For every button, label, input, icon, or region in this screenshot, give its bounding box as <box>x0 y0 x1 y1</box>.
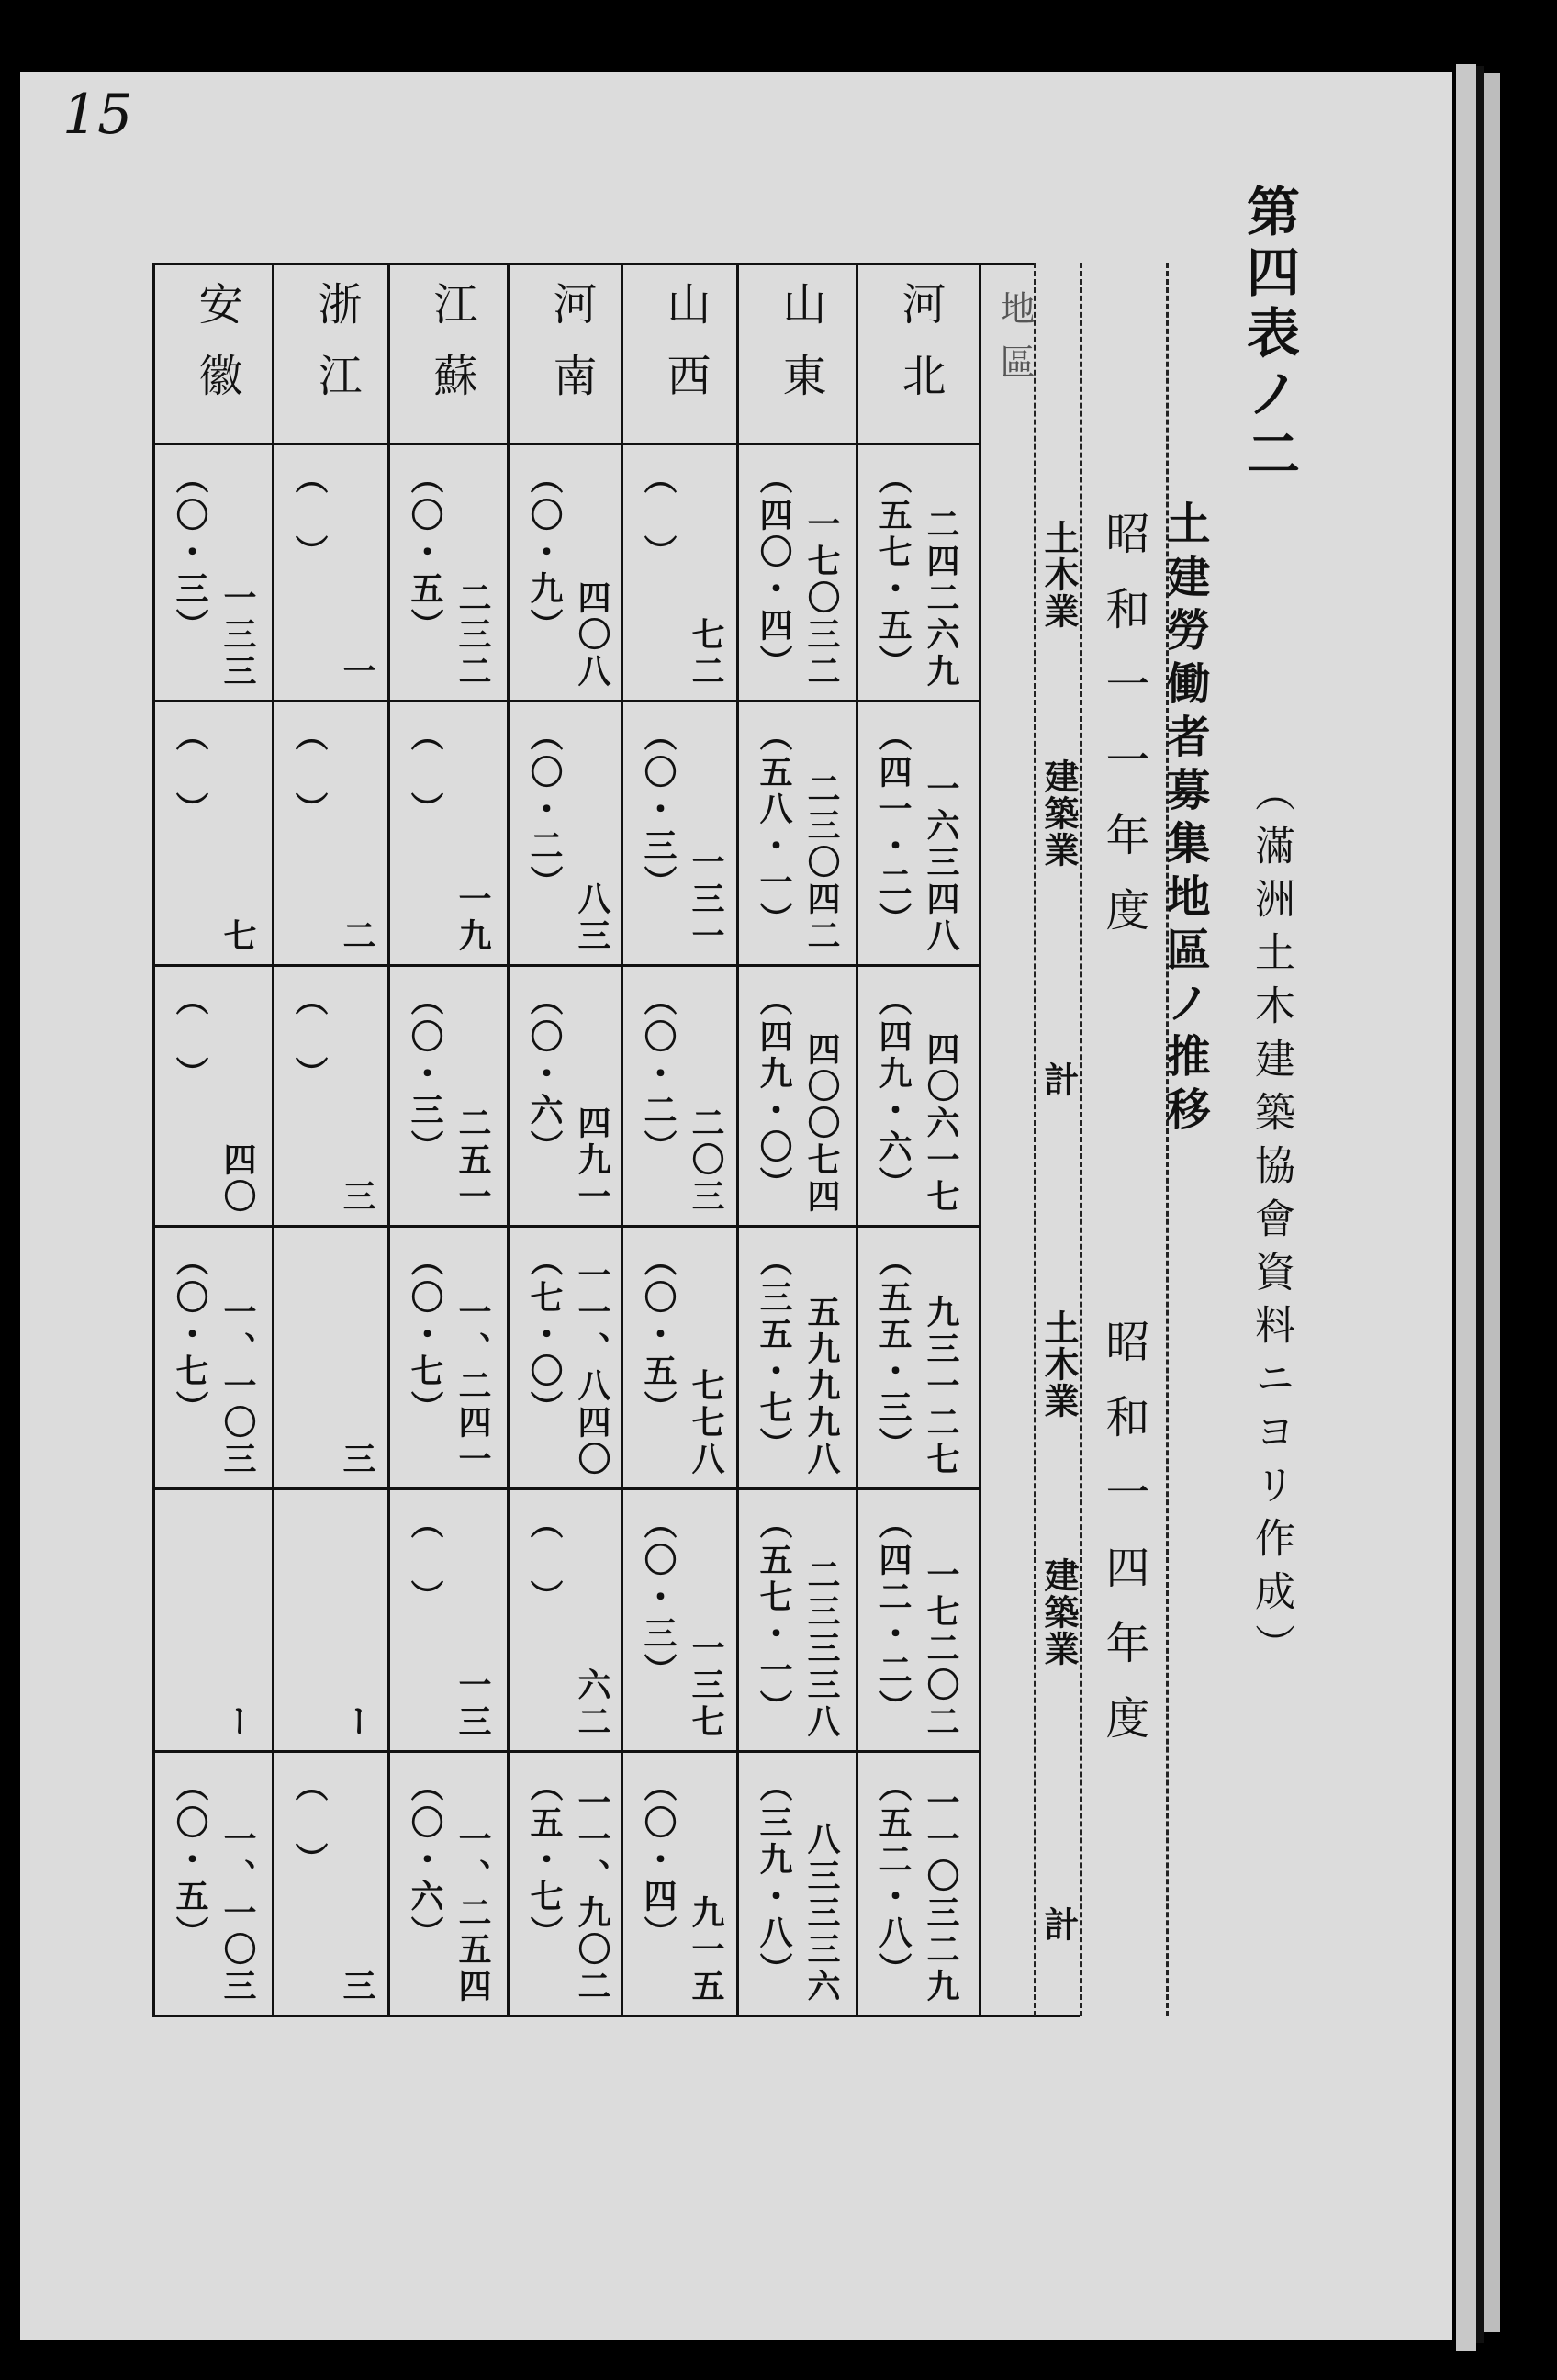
table-cell-value <box>683 718 730 955</box>
cell-value: 一一、九〇二 <box>573 1785 611 2005</box>
table-vline-dashed <box>1166 263 1169 2016</box>
table-cell-percent <box>521 1768 568 2005</box>
table-cell-percent <box>635 461 682 690</box>
cell-value: 一一、八四〇 <box>573 1258 611 1478</box>
cell-value: 一三一 <box>687 845 725 955</box>
table-cell-percent <box>870 1506 917 1741</box>
cell-value: 二〇三 <box>687 1106 725 1216</box>
table-cell-value <box>799 461 846 690</box>
table-cell-percent <box>286 982 333 1216</box>
cell-percent: （四九・〇） <box>755 982 793 1203</box>
cell-percent: （〇・五） <box>171 1768 209 1952</box>
cell-percent: （ ） <box>639 461 678 571</box>
cell-percent: （〇・六） <box>525 982 564 1166</box>
table-vline <box>152 263 155 2016</box>
region-name: 安徽 <box>191 281 242 424</box>
cell-value: 四〇〇七四 <box>802 1032 841 1216</box>
cell-value: 三 <box>338 1179 376 1216</box>
cell-value: 二五一 <box>454 1106 492 1216</box>
cell-value: 四〇 <box>218 1142 257 1216</box>
table-cell-value <box>569 718 616 955</box>
table-cell-value <box>918 1506 965 1741</box>
table-cell-value <box>683 461 730 690</box>
book-spine-right <box>1484 73 1500 2332</box>
cell-value: 一一〇三二九 <box>922 1785 960 2005</box>
cell-value: 一、二五四 <box>454 1822 492 2005</box>
cell-value: 七二 <box>687 617 725 690</box>
cell-percent: （ ） <box>525 1506 564 1616</box>
table-cell-value <box>450 718 497 955</box>
cell-value: 八三 <box>573 881 611 955</box>
cell-percent: （ ） <box>290 982 329 1093</box>
table-cell-percent <box>167 461 214 690</box>
table-cell-value <box>450 1506 497 1741</box>
table-vline <box>979 263 981 2016</box>
data-table <box>152 263 1166 2136</box>
cell-value: 四〇六一七 <box>922 1032 960 1216</box>
cell-value: 二四二六九 <box>922 507 960 690</box>
table-hline <box>152 1750 979 1753</box>
table-cell-value <box>334 718 381 955</box>
table-cell-value <box>683 1243 730 1478</box>
table-hline <box>152 700 979 702</box>
cell-percent: （五七・一） <box>755 1506 793 1726</box>
cell-value: ー <box>218 1704 257 1741</box>
table-cell-percent <box>402 718 449 955</box>
cell-value: 二三二 <box>454 580 492 690</box>
subheader-total: 計 <box>1038 1906 1080 1943</box>
cell-value: 一、二四一 <box>454 1295 492 1478</box>
book-spine <box>1456 64 1476 2351</box>
table-cell-value <box>569 1243 616 1478</box>
table-cell-percent <box>751 1506 798 1741</box>
subheader-building: 建築業 <box>1038 1557 1080 1667</box>
table-vline <box>507 263 510 2016</box>
table-cell-value <box>569 982 616 1216</box>
cell-percent: （〇・七） <box>406 1243 444 1427</box>
cell-value: 七 <box>218 918 257 955</box>
table-cell-percent <box>635 718 682 955</box>
table-cell-value <box>799 982 846 1216</box>
cell-value: 一三七 <box>687 1631 725 1741</box>
subheader-building: 建築業 <box>1038 758 1080 869</box>
table-cell-percent <box>521 718 568 955</box>
table-cell-value <box>683 982 730 1216</box>
cell-percent: （〇・六） <box>406 1768 444 1952</box>
region-name: 河南 <box>545 281 597 424</box>
cell-percent: （三五・七） <box>755 1243 793 1464</box>
region-name: 江蘇 <box>426 281 477 424</box>
cell-percent: （ ） <box>290 718 329 828</box>
table-cell-value <box>215 1506 262 1741</box>
table-hline <box>152 1225 979 1228</box>
table-cell-percent <box>635 1768 682 2005</box>
table-cell-value <box>334 1506 381 1741</box>
cell-percent: （四九・六） <box>874 982 913 1203</box>
cell-value: ー <box>338 1704 376 1741</box>
page-number: 15 <box>62 83 133 147</box>
table-cell-value <box>450 982 497 1216</box>
table-cell-percent <box>286 1768 333 2005</box>
table-cell-value <box>334 1243 381 1478</box>
cell-value: 三 <box>338 1969 376 2005</box>
cell-value: 一六三四八 <box>922 771 960 955</box>
cell-value: 一九 <box>454 881 492 955</box>
cell-value: 三 <box>338 1442 376 1478</box>
cell-value: 四〇八 <box>573 580 611 690</box>
table-cell-percent <box>402 1768 449 2005</box>
cell-percent: （五二・八） <box>874 1768 913 1989</box>
table-title: 第四表ノ二 <box>1238 184 1300 487</box>
table-vline <box>736 263 739 2016</box>
cell-value: 一三三 <box>218 580 257 690</box>
table-cell-value <box>215 718 262 955</box>
cell-percent: （〇・三） <box>639 1506 678 1690</box>
table-cell-value <box>918 982 965 1216</box>
subheader-civil: 土木業 <box>1038 520 1080 630</box>
cell-percent: （四一・二） <box>874 718 913 938</box>
cell-value: 一 <box>338 654 376 690</box>
cell-value: 二三三三八 <box>802 1557 841 1741</box>
region-name: 山西 <box>659 281 711 424</box>
table-cell-value <box>215 1243 262 1478</box>
cell-percent: （〇・二） <box>639 982 678 1166</box>
table-hline <box>152 1488 979 1490</box>
table-cell-value <box>799 1768 846 2005</box>
table-cell-percent <box>870 982 917 1216</box>
cell-percent: （ ） <box>290 461 329 571</box>
cell-percent: （〇・三） <box>171 461 209 645</box>
table-cell-value <box>799 718 846 955</box>
table-cell-percent <box>870 461 917 690</box>
table-vline <box>387 263 390 2016</box>
table-vline <box>856 263 858 2016</box>
cell-value: 九三一二七 <box>922 1295 960 1478</box>
table-cell-value <box>334 982 381 1216</box>
cell-value: 一三 <box>454 1667 492 1741</box>
cell-percent: （ ） <box>290 1768 329 1879</box>
cell-percent: （〇・四） <box>639 1768 678 1952</box>
cell-value: 九一五 <box>687 1895 725 2005</box>
cell-percent: （〇・五） <box>639 1243 678 1427</box>
cell-percent: （〇・三） <box>639 718 678 902</box>
table-bottom-line <box>152 2015 1080 2017</box>
table-cell-value <box>918 1243 965 1478</box>
table-cell-value <box>569 461 616 690</box>
table-cell-percent <box>167 1243 214 1478</box>
year-header-showa-11: 昭和一一年度 <box>1098 511 1149 962</box>
cell-value: 四九一 <box>573 1106 611 1216</box>
table-cell-value <box>799 1243 846 1478</box>
cell-value: 一、一〇三 <box>218 1295 257 1478</box>
table-cell-value <box>918 1768 965 2005</box>
cell-percent: （〇・二） <box>525 718 564 902</box>
cell-value: 一七二〇二 <box>922 1557 960 1741</box>
table-cell-percent <box>521 1506 568 1741</box>
year-header-showa-14: 昭和一四年度 <box>1098 1319 1149 1770</box>
cell-value: 六二 <box>573 1667 611 1741</box>
table-cell-percent <box>635 1243 682 1478</box>
table-cell-value <box>683 1768 730 2005</box>
cell-percent: （〇・三） <box>406 982 444 1166</box>
cell-value: 二 <box>338 918 376 955</box>
table-cell-percent <box>521 982 568 1216</box>
subheader-total: 計 <box>1038 1061 1080 1098</box>
table-cell-percent <box>751 982 798 1216</box>
region-name: 浙江 <box>310 281 362 424</box>
table-vline <box>621 263 623 2016</box>
table-cell-percent <box>751 461 798 690</box>
cell-percent: （〇・五） <box>406 461 444 645</box>
cell-percent: （四〇・四） <box>755 461 793 681</box>
region-name: 河北 <box>894 281 946 424</box>
cell-percent: （〇・七） <box>171 1243 209 1427</box>
table-cell-value <box>799 1506 846 1741</box>
table-vline <box>272 263 274 2016</box>
table-cell-percent <box>286 461 333 690</box>
region-name: 山東 <box>775 281 826 424</box>
table-cell-percent <box>521 461 568 690</box>
table-cell-value <box>450 461 497 690</box>
cell-percent: （五五・三） <box>874 1243 913 1464</box>
table-cell-percent <box>402 1506 449 1741</box>
cell-percent: （ ） <box>171 982 209 1093</box>
table-cell-value <box>918 461 965 690</box>
table-cell-percent <box>751 1243 798 1478</box>
cell-percent: （五・七） <box>525 1768 564 1952</box>
cell-percent: （ ） <box>171 718 209 828</box>
table-cell-percent <box>635 1506 682 1741</box>
cell-percent: （ ） <box>406 718 444 828</box>
table-cell-percent <box>402 982 449 1216</box>
table-cell-value <box>334 1768 381 2005</box>
cell-value: 八三三三六 <box>802 1822 841 2005</box>
table-cell-value <box>569 1506 616 1741</box>
subheader-civil: 土木業 <box>1038 1309 1080 1420</box>
region-header: 地區 <box>994 290 1035 397</box>
cell-percent: （三九・八） <box>755 1768 793 1989</box>
table-cell-percent <box>402 1243 449 1478</box>
source-note: （滿洲土木建築協會資料ニヨリ作成） <box>1248 771 1294 1677</box>
book-spine-edge <box>1476 66 1484 2343</box>
table-cell-value <box>569 1768 616 2005</box>
table-cell-percent <box>402 461 449 690</box>
table-cell-percent <box>286 718 333 955</box>
table-cell-percent <box>751 1768 798 2005</box>
table-cell-percent <box>167 1768 214 2005</box>
cell-value: 二三〇四二 <box>802 771 841 955</box>
cell-percent: （五七・五） <box>874 461 913 681</box>
table-subtitle: 土建勞働者募集地區ノ推移 <box>1159 500 1210 1139</box>
table-cell-percent <box>521 1243 568 1478</box>
table-cell-percent <box>635 982 682 1216</box>
cell-percent: （五八・一） <box>755 718 793 938</box>
table-cell-value <box>450 1243 497 1478</box>
table-hline <box>152 263 1034 265</box>
table-cell-value <box>683 1506 730 1741</box>
table-cell-percent <box>751 718 798 955</box>
cell-percent: （ ） <box>406 1506 444 1616</box>
table-cell-percent <box>870 1243 917 1478</box>
cell-percent: （〇・九） <box>525 461 564 645</box>
cell-value: 七七八 <box>687 1368 725 1478</box>
cell-percent: （四二・二） <box>874 1506 913 1726</box>
table-cell-value <box>215 1768 262 2005</box>
table-cell-value <box>334 461 381 690</box>
table-hline <box>152 443 979 445</box>
table-cell-value <box>918 718 965 955</box>
table-cell-percent <box>870 1768 917 2005</box>
table-cell-percent <box>870 718 917 955</box>
table-cell-value <box>215 982 262 1216</box>
cell-value: 一七〇三二 <box>802 507 841 690</box>
table-cell-percent <box>167 982 214 1216</box>
cell-value: 五九九九八 <box>802 1295 841 1478</box>
table-cell-percent <box>167 718 214 955</box>
cell-value: 一、一〇三 <box>218 1822 257 2005</box>
table-cell-value <box>450 1768 497 2005</box>
table-hline <box>152 964 979 967</box>
cell-percent: （七・〇） <box>525 1243 564 1427</box>
table-cell-value <box>215 461 262 690</box>
